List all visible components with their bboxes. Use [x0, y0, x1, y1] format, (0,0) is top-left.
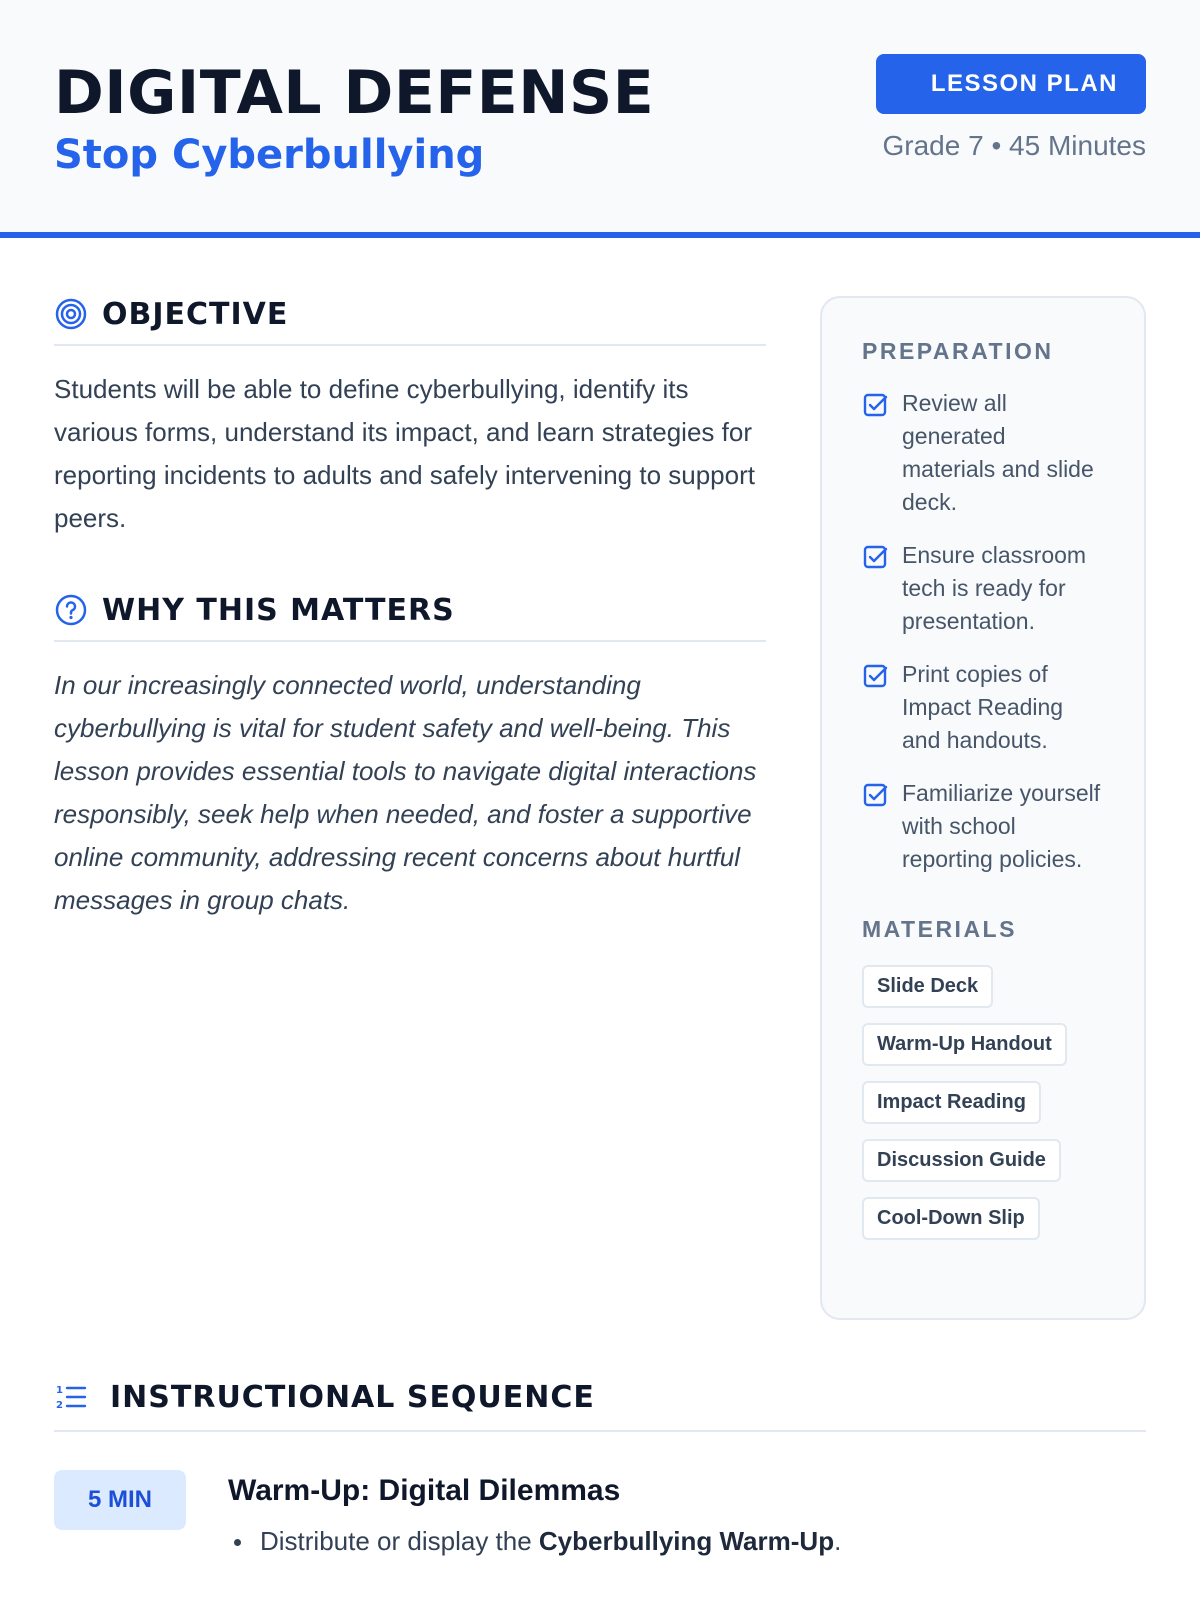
material-chip: Discussion Guide — [862, 1139, 1061, 1182]
prep-item-text: Ensure classroom tech is ready for presentation. — [902, 542, 1087, 634]
grade-duration-meta: Grade 7 • 45 Minutes — [882, 130, 1146, 161]
step-time-badge: 5 MIN — [54, 1470, 186, 1530]
step-bullets — [228, 1526, 841, 1557]
prep-item — [862, 658, 1104, 757]
prep-item-text: Print copies of Impact Reading and handouts. — [902, 661, 1064, 753]
instructional-sequence — [54, 1370, 1146, 1557]
question-circle-icon — [54, 593, 88, 627]
material-chip: Slide Deck — [862, 965, 993, 1008]
page-subtitle: Stop Cyberbullying — [54, 132, 485, 178]
side-panel — [820, 296, 1146, 1320]
sequence-heading — [54, 1370, 1146, 1432]
why-text: In our increasingly connected world, understanding cyberbullying is vital for student safety and well-being. This lesson provides essential tools to navigate digital interactions responsibly, seek help when needed, and foster a supportive online community, addressing recent concerns about hurtful messages in group chats. — [54, 670, 757, 915]
sequence-label: INSTRUCTIONAL SEQUENCE — [110, 1379, 595, 1415]
why-heading — [54, 586, 766, 642]
step-content — [228, 1470, 841, 1557]
page-header — [0, 0, 1200, 238]
objective-label: OBJECTIVE — [102, 296, 289, 332]
sequence-step — [54, 1470, 1146, 1557]
step-bullet — [228, 1526, 841, 1557]
lesson-plan-badge: LESSON PLAN — [876, 54, 1146, 114]
objective-heading — [54, 290, 766, 346]
checkbox-icon — [862, 781, 890, 809]
svg-text:2: 2 — [56, 1400, 63, 1411]
prep-item — [862, 387, 1104, 519]
objective-text: Students will be able to define cyberbullying, identify its various forms, understand its impact, and learn strategies for reporting incidents to adults and safely intervening to support peers. — [54, 374, 755, 533]
checkbox-icon — [862, 391, 890, 419]
prep-item-text: Review all generated materials and slide deck. — [902, 390, 1094, 515]
material-chip: Warm-Up Handout — [862, 1023, 1067, 1066]
material-chip: Impact Reading — [862, 1081, 1041, 1124]
prep-item-text: Familiarize yourself with school reporting policies. — [902, 780, 1101, 872]
target-icon — [54, 297, 88, 331]
why-label: WHY THIS MATTERS — [102, 592, 455, 628]
step-title: Warm-Up: Digital Dilemmas — [228, 1474, 621, 1507]
material-chip: Cool-Down Slip — [862, 1197, 1040, 1240]
svg-text:1: 1 — [56, 1385, 63, 1396]
ordered-list-icon — [54, 1380, 88, 1414]
page-title: DIGITAL DEFENSE — [54, 58, 655, 128]
bullet-bold: Cyberbullying Warm-Up — [538, 1526, 835, 1556]
checkbox-icon — [862, 543, 890, 571]
prep-item — [862, 539, 1104, 638]
prep-item — [862, 777, 1104, 876]
bullet-suffix: . — [834, 1526, 842, 1556]
checkbox-icon — [862, 662, 890, 690]
preparation-heading: PREPARATION — [862, 338, 1054, 364]
main-content — [54, 290, 766, 922]
bullet-prefix: Distribute or display the — [260, 1526, 539, 1556]
materials-heading: MATERIALS — [862, 916, 1017, 942]
